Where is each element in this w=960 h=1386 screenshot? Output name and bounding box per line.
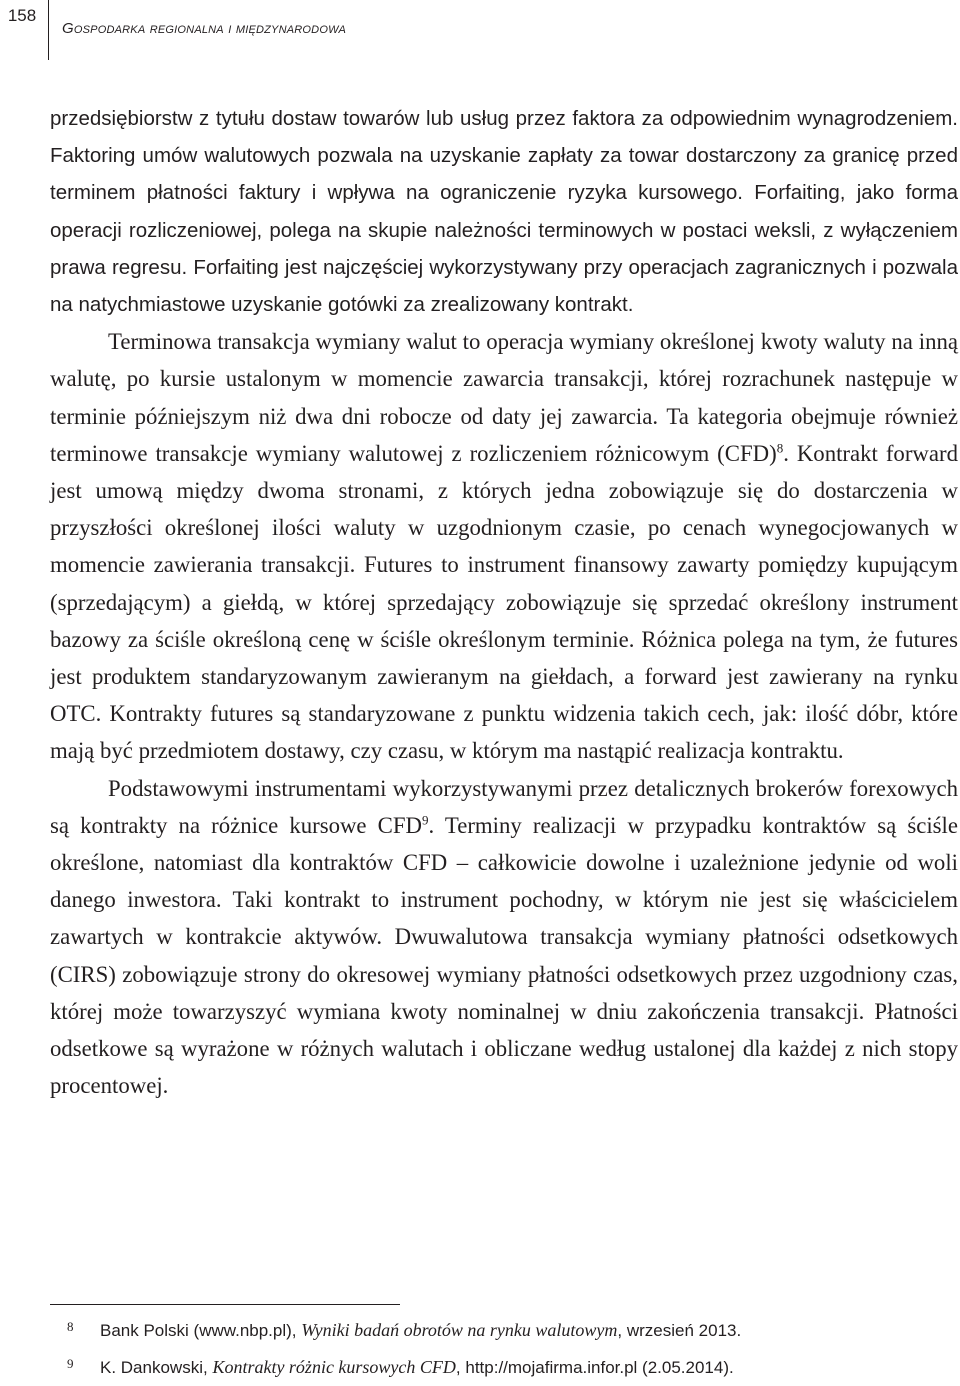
footnote-source: Bank Polski (www.nbp.pl), [100,1321,302,1340]
footnote-title: Wyniki badań obrotów na rynku walutowym [301,1320,618,1340]
running-head: Gospodarka regionalna i międzynarodowa [62,20,346,37]
footnote-9 [50,1349,950,1386]
paragraph-3-text-b: . Terminy realizacji w przypadku kontraktów są ściśle określone, natomiast dla kontraktów CFD – całkowicie dowolne i uzależnione jedynie od woli danego inwestora. Taki kontrakt to instrument pochodny, w którym nie jest się właścicielem zawartych w kontrakcie aktywów. Dwuwalutowa transakcja wymiany płatności odsetkowych (CIRS) zobowiązuje strony do okresowej wymiany płatności odsetkowych przez uzgodniony czas, której może towarzyszyć wymiana kwoty nominalnej w dniu zakończenia transakcji. Płatności odsetkowe są wyrażone w różnych walutach i obliczane według ustalonej dla każdej z nich stopy procentowej. [50,812,958,1099]
paragraph-2-text-a: Terminowa transakcja wymiany walut to operacja wymiany określonej kwoty waluty na inną walutę, po kursie ustalonym w momencie zawarcia transakcji, której rozrachunek następuje w terminie późniejszym niż dwa dni robocze od daty jej zawarcia. Ta kategoria obejmuje również terminowe transakcje wymiany walutowej z rozliczeniem różnicowym (CFD) [50,329,958,466]
footnote-number: 9 [67,1356,74,1371]
paragraph-3-text-a: Podstawowymi instrumentami wykorzystywanymi przez detalicznych brokerów forexowych są kontrakty na różnice kursowe CFD [50,775,958,838]
footnote-divider [50,1304,400,1305]
paragraph-2 [50,323,958,769]
page-header [0,0,960,64]
footnote-title: Kontrakty różnic kursowych CFD [212,1357,456,1377]
paragraph-3 [50,770,958,1105]
page-number: 158 [7,6,37,25]
footnote-8 [50,1312,950,1349]
header-divider [48,0,49,60]
footnote-details: , http://mojafirma.infor.pl (2.05.2014). [455,1358,734,1377]
footnote-ref-9: 9 [422,812,429,828]
footnotes [50,1312,950,1386]
body-text [50,100,958,1104]
paragraph-1: przedsiębiorstw z tytułu dostaw towarów lub usług przez faktora za odpowiednim wynagrodzeniem. Faktoring umów walutowych pozwala na uzyskanie zapłaty za towar dostarczony za granicę przed terminem płatności faktury i wpływa na ograniczenie ryzyka kursowego. Forfaiting, jako forma operacji rozliczeniowej, polega na skupie należności terminowych w postaci weksli, z wyłączeniem prawa regresu. Forfaiting jest najczęściej wykorzystywany przy operacjach zagranicznych i pozwala na natychmiastowe uzyskanie gotówki za zrealizowany kontrakt. [50,107,958,317]
footnote-source: K. Dankowski, [100,1358,213,1377]
footnote-details: , wrzesień 2013. [617,1321,742,1340]
paragraph-2-text-b: . Kontrakt forward jest umową między dwoma stronami, z których jedna zobowiązuje się do dostarczenia w przyszłości określonej ilości waluty w uzgodnionym czasie, po cenach wynegocjowanych w momencie zawierania transakcji. Futures to instrument finansowy zawarty pomiędzy kupującym (sprzedającym) a giełdą, w której sprzedający zobowiązuje się sprzedać określony instrument bazowy za ściśle określoną cenę w ściśle określonym terminie. Różnica polega na tym, że futures jest produktem standaryzowanym zawieranym na giełdach, a forward jest zawierany na rynku OTC. Kontrakty futures są standaryzowane z punktu widzenia takich cech, jak: ilość dóbr, które mają być przedmiotem dostawy, czy czasu, w którym ma nastąpić realizacja kontraktu. [50,440,958,764]
footnote-ref-8: 8 [776,440,784,456]
footnote-number: 8 [67,1319,74,1334]
